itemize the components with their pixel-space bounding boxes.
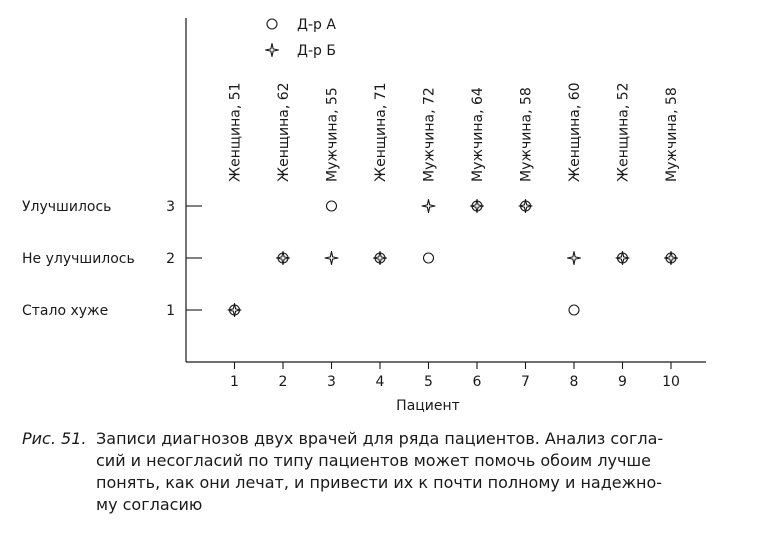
- point-doctor-a: [327, 201, 337, 211]
- y-category-label: Не улучшилось: [22, 251, 135, 267]
- patient-label: Женщина, 52: [615, 82, 632, 182]
- point-doctor-a: [666, 253, 676, 263]
- x-tick-label: 8: [569, 374, 579, 390]
- caption-label: Рис. 51.: [22, 429, 87, 448]
- point-doctor-b: [422, 200, 435, 213]
- point-doctor-a: [521, 201, 531, 211]
- patient-label: Женщина, 62: [276, 82, 292, 182]
- x-tick-label: 6: [472, 374, 482, 390]
- patient-label: Женщина, 51: [227, 82, 244, 182]
- point-doctor-a: [278, 253, 288, 263]
- point-doctor-b: [568, 252, 581, 265]
- point-doctor-b: [325, 252, 338, 265]
- legend-label: Д-р А: [297, 17, 336, 33]
- x-tick-label: 2: [278, 374, 288, 390]
- y-category-label: Стало хуже: [22, 303, 109, 319]
- legend-marker-circle: [267, 19, 277, 29]
- point-doctor-b: [277, 252, 290, 265]
- x-tick-label: 9: [618, 374, 627, 390]
- patient-label: Мужчина, 64: [470, 87, 486, 182]
- point-doctor-a: [375, 253, 385, 263]
- x-tick-label: 10: [662, 374, 680, 390]
- y-tick-label: 3: [166, 199, 175, 215]
- point-doctor-b: [665, 252, 678, 265]
- point-doctor-b: [374, 252, 387, 265]
- caption-line: Записи диагнозов двух врачей для ряда пациентов. Анализ согла-: [96, 429, 664, 448]
- point-doctor-b: [519, 200, 532, 213]
- caption-line: понять, как они лечат, и привести их к почти полному и надежно-: [96, 473, 663, 492]
- caption-text: [96, 428, 706, 516]
- x-tick-label: 7: [521, 374, 530, 390]
- point-doctor-b: [228, 304, 241, 317]
- legend-label: Д-р Б: [297, 43, 336, 59]
- y-tick-label: 2: [166, 251, 175, 267]
- caption-line: сий и несогласий по типу пациентов может помочь обоим лучше: [96, 451, 651, 470]
- point-doctor-a: [569, 305, 579, 315]
- point-doctor-a: [424, 253, 434, 263]
- point-doctor-a: [472, 201, 482, 211]
- patient-label: Мужчина, 58: [518, 87, 535, 182]
- x-tick-label: 3: [327, 374, 336, 390]
- point-doctor-a: [618, 253, 628, 263]
- point-doctor-b: [616, 252, 629, 265]
- patient-label: Мужчина, 55: [324, 87, 341, 182]
- patient-label: Мужчина, 58: [664, 87, 680, 182]
- y-tick-label: 1: [166, 303, 175, 319]
- caption-line: му согласию: [96, 495, 203, 514]
- legend-marker-star: [266, 44, 279, 57]
- point-doctor-a: [230, 305, 240, 315]
- patient-label: Женщина, 71: [373, 82, 389, 182]
- x-tick-label: 1: [230, 374, 239, 390]
- point-doctor-b: [471, 200, 484, 213]
- patient-label: Женщина, 60: [567, 82, 583, 182]
- x-tick-label: 5: [424, 374, 433, 390]
- x-tick-label: 4: [375, 374, 385, 390]
- x-axis-title: Пациент: [396, 398, 460, 414]
- patient-label: Мужчина, 72: [421, 87, 438, 182]
- y-category-label: Улучшилось: [22, 199, 112, 215]
